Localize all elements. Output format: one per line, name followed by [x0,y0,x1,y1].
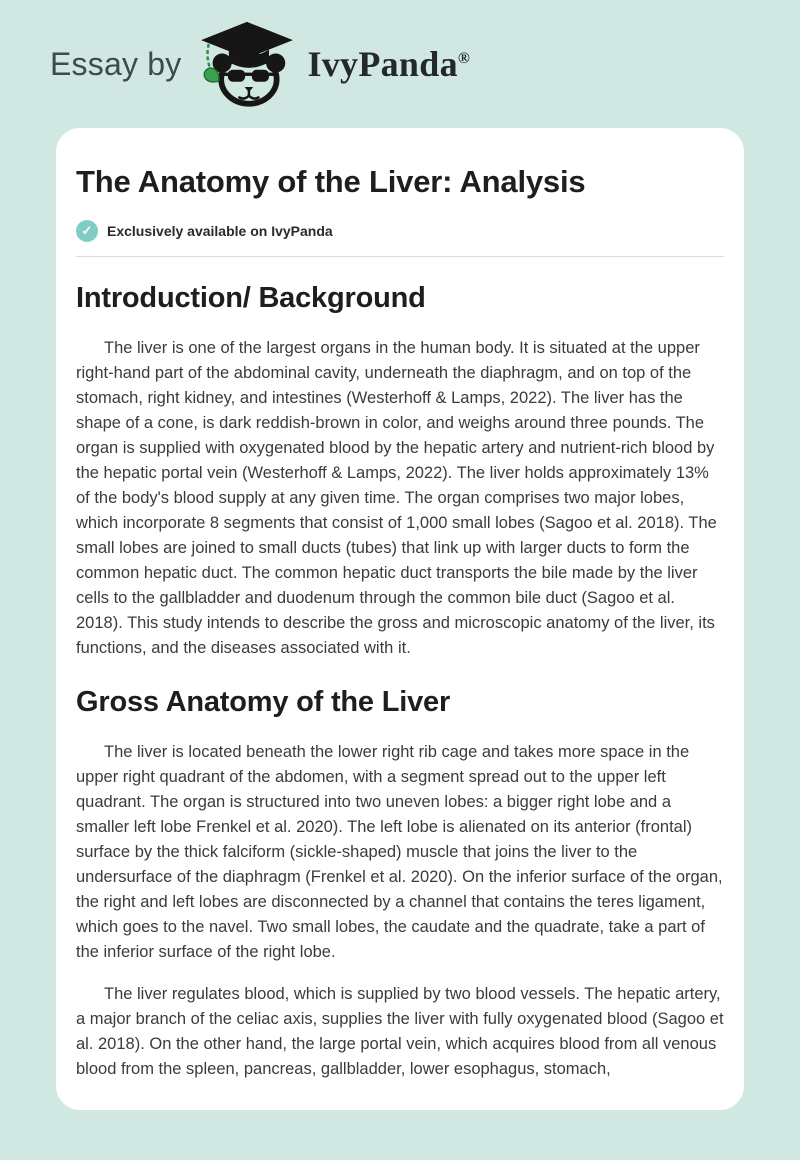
brand-text: IvyPanda [307,44,458,84]
section-heading-introduction: Introduction/ Background [76,282,426,314]
divider [76,256,724,257]
ivypanda-logo-icon[interactable] [197,20,297,108]
header-prefix: Essay by [50,45,182,82]
section-gross-anatomy [76,686,724,1082]
section-introduction [76,282,724,661]
paragraph: The liver is one of the largest organs in the human body. It is situated at the upper right-hand part of the abdominal cavity, underneath the diaphragm, and on top of the stomach, right kidney, and intestines (Westerhoff & Lamps, 2022). The liver has the shape of a cone, is dark reddish-brown in color, and weighs around three pounds. The organ is supplied with oxygenated blood by the hepatic artery and nutrient-rich blood by the hepatic portal vein (Westerhoff & Lamps, 2022). The liver holds approximately 13% of the body's blood supply at any given time. The organ comprises two major lobes, which incorporate 8 segments that consist of 1,000 small lobes (Sagoo et al. 2018). The small lobes are joined to small ducts (tubes) that link up with larger ducts to form the common hepatic duct. The common hepatic duct transports the bile made by the liver cells to the gallbladder and duodenum through the common bile duct (Sagoo et al. 2018). This study intends to describe the gross and microscopic anatomy of the liver, its functions, and the diseases associated with it. [76,339,717,657]
paragraph: The liver is located beneath the lower right rib cage and takes more space in the upper right quadrant of the abdomen, with a segment spread out to the upper left quadrant. The organ is structured into two uneven lobes: a bigger right lobe and a smaller left lobe Frenkel et al. 2020). The left lobe is alienated on its anterior (frontal) surface by the thick falciform (sickle-shaped) muscle that joins the liver to the undersurface of the diaphragm (Frenkel et al. 2020). On the inferior surface of the organ, the right and left lobes are disconnected by a channel that contains the teres ligament, which goes to the navel. Two small lobes, the caudate and the quadrate, take a part of the inferior surface of the right lobe. [76,743,723,961]
essay-title: The Anatomy of the Liver: Analysis [76,164,586,199]
availability-text: Exclusively available on IvyPanda [107,223,333,239]
availability-row [76,220,724,242]
site-header [0,0,800,128]
essay-card [56,128,744,1110]
brand-name[interactable] [307,43,470,85]
check-icon: ✓ [76,220,98,242]
paragraph: The liver regulates blood, which is supplied by two blood vessels. The hepatic artery, a major branch of the celiac axis, supplies the liver with fully oxygenated blood (Sagoo et al. 2018). On the other hand, the large portal vein, which acquires blood from all venous blood from the spleen, pancreas, gallbladder, lower esophagus, stomach, [76,985,724,1078]
section-heading-gross-anatomy: Gross Anatomy of the Liver [76,686,451,718]
registered-mark: ® [457,50,471,67]
